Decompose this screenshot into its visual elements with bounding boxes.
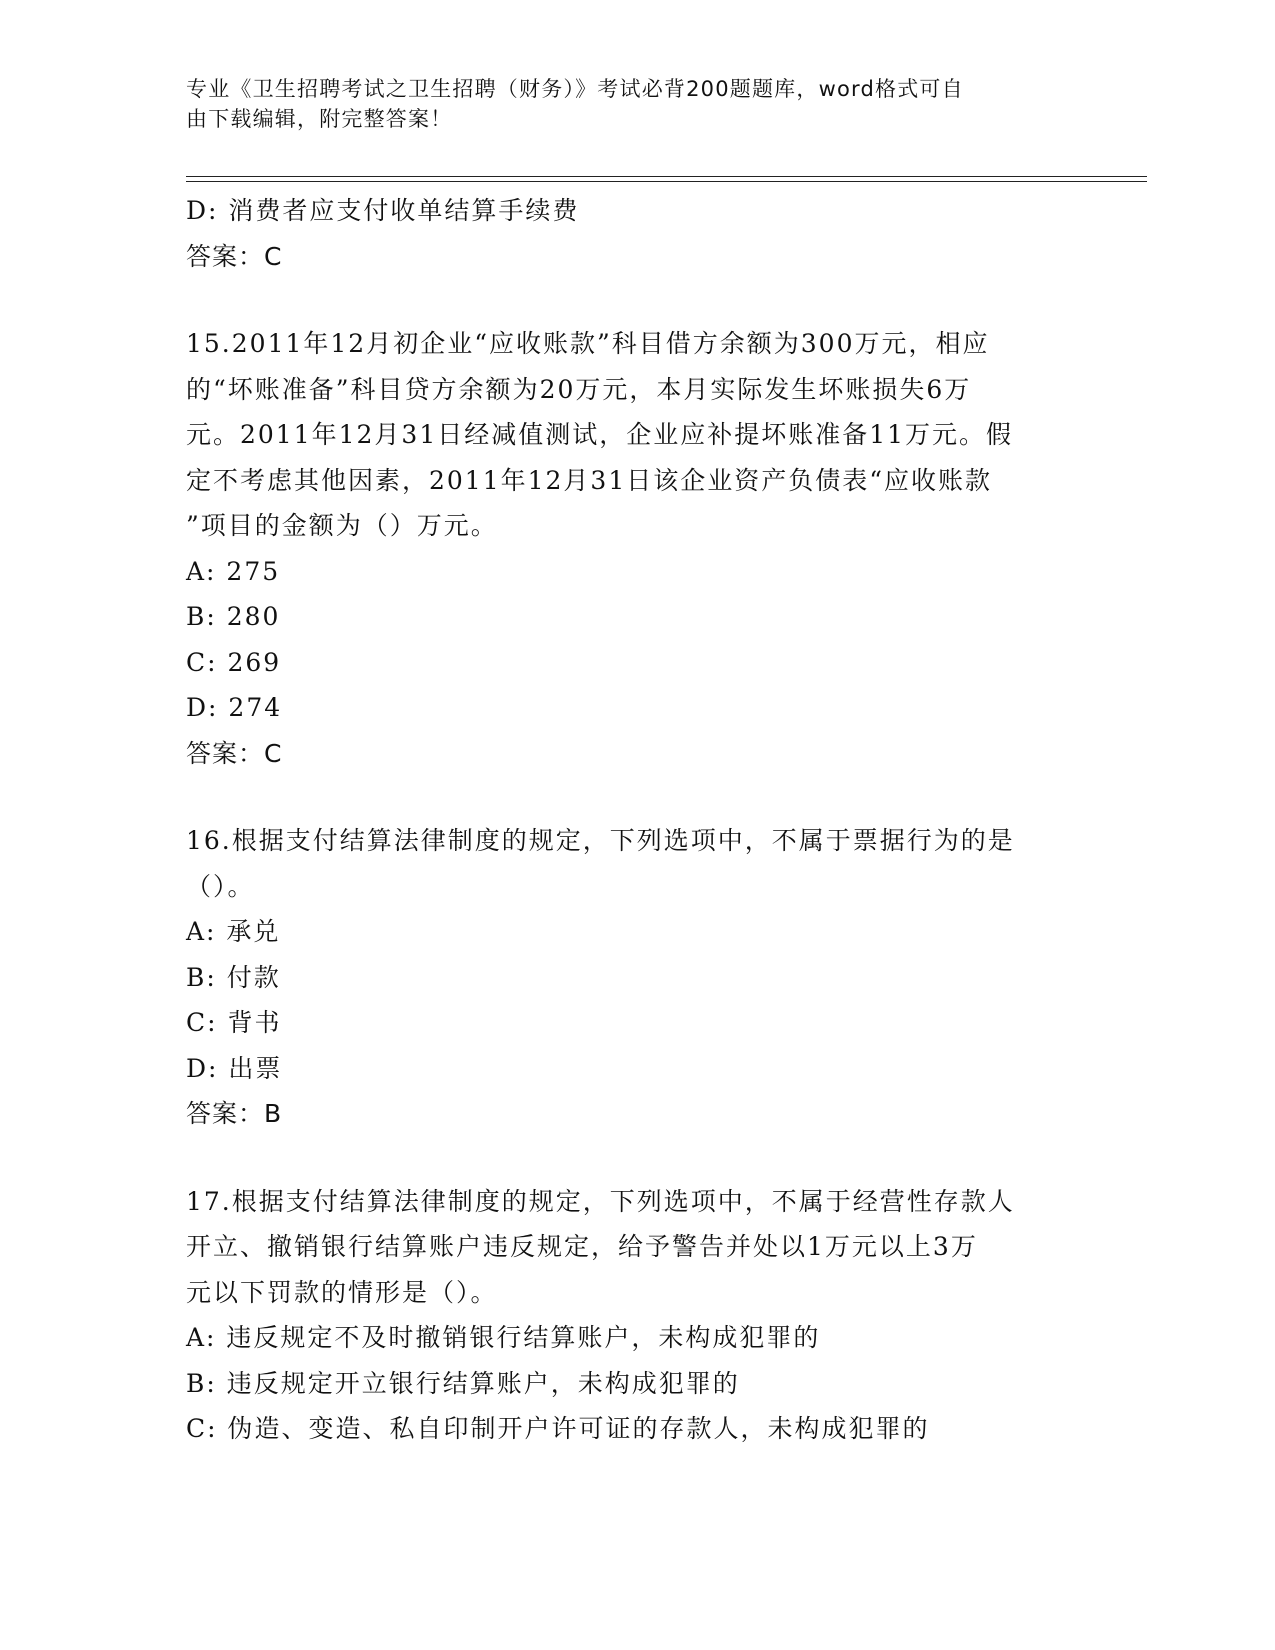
question-16 [186, 818, 1086, 1137]
option-b: B: 280 [186, 602, 281, 631]
header-line-2: 由下载编辑，附完整答案！ [186, 107, 453, 131]
option-a: A: 275 [186, 556, 281, 586]
question-stem-line: ”项目的金额为（）万元。 [186, 511, 498, 540]
question-stem-line: 开立、撤销银行结算账户违反规定，给予警告并处以1万元以上3万 [186, 1232, 978, 1261]
question-stem-line: 元。2011年12月31日经减值测试，企业应补提坏账准备11万元。假 [186, 420, 1014, 449]
header-line-1: 专业《卫生招聘考试之卫生招聘（财务）》考试必背200题题库，word格式可自 [186, 77, 964, 101]
question-stem-line: 17.根据支付结算法律制度的规定，下列选项中，不属于经营性存款人 [186, 1186, 1015, 1216]
question-17 [186, 1179, 1086, 1452]
option-b: B: 违反规定开立银行结算账户，未构成犯罪的 [186, 1368, 740, 1398]
answer: 答案：B [186, 1099, 283, 1128]
option-c: C: 269 [186, 647, 282, 677]
question-stem-line: 的“坏账准备”科目贷方余额为20万元，本月实际发生坏账损失6万 [186, 374, 972, 404]
question-stem-line: （）。 [186, 871, 255, 901]
previous-question-tail [186, 188, 1086, 279]
document-body [186, 188, 1086, 1452]
question-15 [186, 321, 1086, 776]
question-stem-line: 15.2011年12月初企业“应收账款”科目借方余额为300万元，相应 [186, 329, 990, 358]
option-c: C: 伪造、变造、私自印制开户许可证的存款人，未构成犯罪的 [186, 1414, 930, 1443]
document-header [186, 74, 1066, 134]
option-d: D: 274 [186, 693, 283, 722]
option-b: B: 付款 [186, 962, 281, 992]
option-a: A: 违反规定不及时撤销银行结算账户，未构成犯罪的 [186, 1323, 821, 1352]
answer: 答案：C [186, 738, 283, 768]
question-stem-line: 定不考虑其他因素，2011年12月31日该企业资产负债表“应收账款 [186, 465, 993, 495]
header-divider [186, 176, 1147, 182]
option-c: C: 背书 [186, 1008, 282, 1037]
option-d: D: 出票 [186, 1053, 283, 1083]
question-stem-line: 16.根据支付结算法律制度的规定，下列选项中，不属于票据行为的是 [186, 826, 1015, 855]
option-a: A: 承兑 [186, 917, 281, 946]
question-stem-line: 元以下罚款的情形是（）。 [186, 1277, 498, 1307]
answer: 答案：C [186, 241, 283, 271]
option-d: D: 消费者应支付收单结算手续费 [186, 196, 580, 225]
